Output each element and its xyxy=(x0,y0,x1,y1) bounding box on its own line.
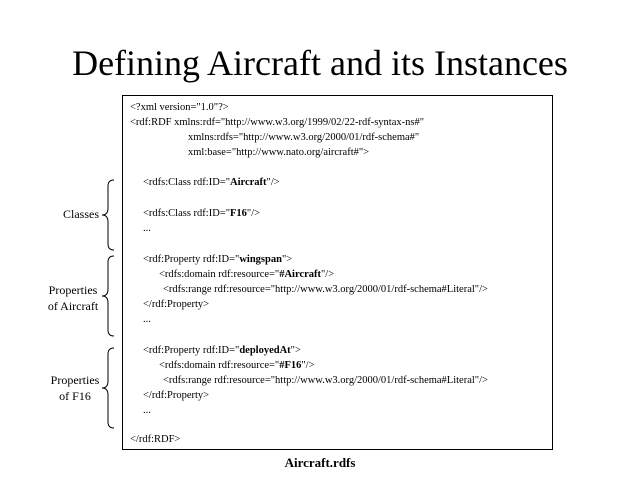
class-aircraft-pre: <rdfs:Class rdf:ID=" xyxy=(143,177,230,188)
code-property-wingspan-close: </rdf:Property> xyxy=(143,299,210,310)
class-aircraft-id: Aircraft xyxy=(230,177,267,188)
code-ellipsis-3: ... xyxy=(143,405,151,416)
prop-wingspan-id: wingspan xyxy=(239,254,282,265)
label-properties-of-f16-line1: Properties xyxy=(50,373,100,387)
label-properties-of-aircraft xyxy=(38,282,108,314)
prop-wingspan-open-post: "> xyxy=(281,254,293,265)
brace-properties-of-aircraft xyxy=(100,256,120,336)
slide-title: Defining Aircraft and its Instances xyxy=(72,43,568,83)
code-ellipsis-1: ... xyxy=(143,223,151,234)
label-classes: Classes xyxy=(63,207,99,221)
prop-deployedat-domain-pre: <rdfs:domain rdf:resource=" xyxy=(159,360,280,371)
code-property-deployedat-range: <rdfs:range rdf:resource="http://www.w3.org/2000/01/rdf-schema#Literal"/> xyxy=(163,375,488,386)
prop-deployedat-domain-res: #F16 xyxy=(279,360,302,371)
code-property-wingspan-domain xyxy=(159,268,334,281)
prop-wingspan-open-pre: <rdf:Property rdf:ID=" xyxy=(143,254,240,265)
label-properties-of-f16 xyxy=(42,372,108,404)
code-rdf-open: <rdf:RDF xmlns:rdf="http://www.w3.org/1999/02/22-rdf-syntax-ns#" xyxy=(130,117,424,128)
code-xml-declaration: <?xml version="1.0"?> xyxy=(130,102,229,113)
brace-classes xyxy=(100,180,120,250)
class-f16-pre: <rdfs:Class rdf:ID=" xyxy=(143,208,230,219)
code-class-f16 xyxy=(143,207,260,220)
code-xml-base: xml:base="http://www.nato.org/aircraft#"> xyxy=(188,147,370,158)
rdfs-code-box xyxy=(122,95,553,450)
prop-wingspan-domain-pre: <rdfs:domain rdf:resource=" xyxy=(159,269,280,280)
label-properties-of-f16-line2: of F16 xyxy=(59,389,91,403)
code-property-deployedat-open xyxy=(143,344,301,357)
code-rdf-close: </rdf:RDF> xyxy=(130,434,181,445)
file-caption: Aircraft.rdfs xyxy=(284,455,356,470)
prop-deployedat-id: deployedAt xyxy=(239,345,291,356)
class-f16-post: "/> xyxy=(246,208,261,219)
code-property-deployedat-domain xyxy=(159,359,315,372)
prop-deployedat-domain-post: "/> xyxy=(301,360,315,371)
label-properties-of-aircraft-line1: Properties xyxy=(48,283,98,297)
code-property-wingspan-range: <rdfs:range rdf:resource="http://www.w3.org/2000/01/rdf-schema#Literal"/> xyxy=(163,284,488,295)
code-ellipsis-2: ... xyxy=(143,314,151,325)
code-property-wingspan-open xyxy=(143,253,292,266)
class-f16-id: F16 xyxy=(230,208,247,219)
prop-wingspan-domain-post: "/> xyxy=(321,269,335,280)
brace-properties-of-f16 xyxy=(100,348,120,428)
class-aircraft-post: "/> xyxy=(266,177,280,188)
label-properties-of-aircraft-line2: of Aircraft xyxy=(47,299,99,313)
prop-deployedat-open-pre: <rdf:Property rdf:ID=" xyxy=(143,345,240,356)
code-class-aircraft xyxy=(143,176,280,189)
code-property-deployedat-close: </rdf:Property> xyxy=(143,390,210,401)
code-xmlns-rdfs: xmlns:rdfs="http://www.w3.org/2000/01/rdf-schema#" xyxy=(188,132,420,143)
prop-wingspan-domain-res: #Aircraft xyxy=(279,269,322,280)
prop-deployedat-open-post: "> xyxy=(290,345,301,356)
